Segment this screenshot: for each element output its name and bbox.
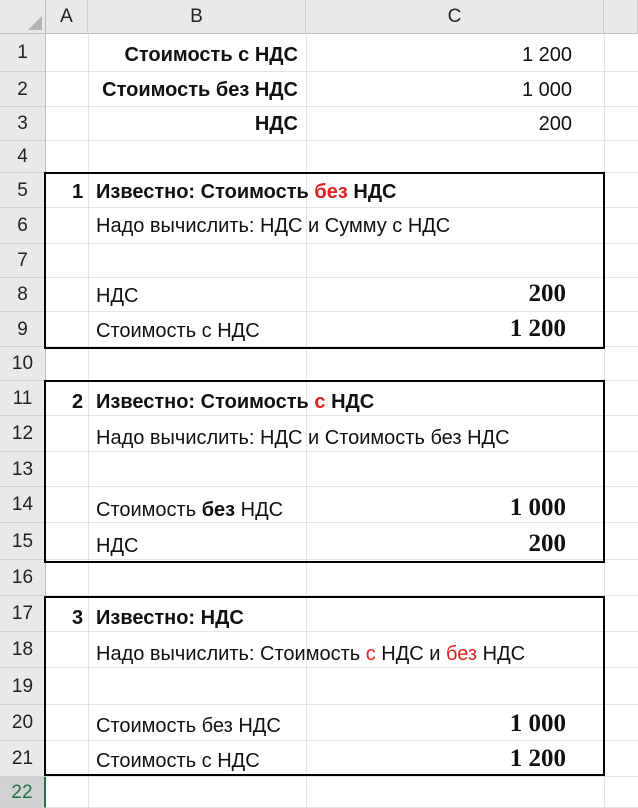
row-header[interactable]: 3 <box>0 107 46 141</box>
cell-a11[interactable]: 2 <box>72 391 84 413</box>
cell-c20[interactable]: 1 000 <box>509 710 566 737</box>
cell-b15[interactable]: НДС <box>96 535 139 557</box>
cell-b17[interactable]: Известно: НДС <box>96 607 244 629</box>
cell-c1[interactable]: 1 200 <box>521 44 572 66</box>
row-header[interactable]: 18 <box>0 632 46 668</box>
row-header[interactable]: 11 <box>0 381 46 416</box>
cell-b21[interactable]: Стоимость с НДС <box>96 750 260 772</box>
known-suffix: НДС <box>325 391 375 413</box>
row-header[interactable]: 8 <box>0 278 46 312</box>
cell-b18[interactable] <box>96 637 525 671</box>
compute-red-1: с <box>365 643 376 665</box>
compute-suffix: НДС <box>477 643 526 665</box>
cell-c8[interactable]: 200 <box>528 280 566 307</box>
cell-b2[interactable]: Стоимость без НДС <box>102 79 298 101</box>
known-red: без <box>314 181 348 203</box>
row-header[interactable]: 12 <box>0 416 46 452</box>
row-header[interactable]: 4 <box>0 141 46 173</box>
cell-b8[interactable]: НДС <box>96 285 139 307</box>
row-header[interactable]: 9 <box>0 312 46 347</box>
row-header[interactable]: 21 <box>0 741 46 777</box>
line-suffix: НДС <box>235 499 284 521</box>
cell-b1[interactable]: Стоимость с НДС <box>124 44 298 66</box>
row-header[interactable]: 2 <box>0 72 46 107</box>
column-header-b[interactable]: B <box>88 0 306 34</box>
select-all-triangle-icon <box>28 16 42 30</box>
column-header-a[interactable]: A <box>46 0 88 34</box>
cell-b12[interactable]: Надо вычислить: НДС и Стоимость без НДС <box>96 427 510 449</box>
cell-b3[interactable]: НДС <box>254 113 298 135</box>
column-header-c[interactable]: C <box>306 0 604 34</box>
row-header[interactable]: 1 <box>0 34 46 72</box>
line-bold: без <box>201 499 236 521</box>
known-prefix: Известно: Стоимость <box>96 391 315 413</box>
row-header[interactable]: 22 <box>0 777 46 808</box>
cell-b9[interactable]: Стоимость с НДС <box>96 320 260 342</box>
row-header[interactable]: 7 <box>0 244 46 278</box>
row-header[interactable]: 5 <box>0 173 46 208</box>
column-header-next[interactable] <box>604 0 638 34</box>
cell-b14[interactable] <box>96 493 283 527</box>
cell-c2[interactable]: 1 000 <box>521 79 572 101</box>
cell-c14[interactable]: 1 000 <box>509 494 566 521</box>
cell-c21[interactable]: 1 200 <box>509 745 566 772</box>
cell-b20[interactable]: Стоимость без НДС <box>96 715 281 737</box>
compute-red-2: без <box>446 643 478 665</box>
row-header[interactable]: 20 <box>0 705 46 741</box>
known-suffix: НДС <box>347 181 397 203</box>
compute-mid: НДС и <box>375 643 447 665</box>
known-red: с <box>314 391 326 413</box>
cell-c9[interactable]: 1 200 <box>509 315 566 342</box>
row-header[interactable]: 19 <box>0 668 46 705</box>
row-header[interactable]: 15 <box>0 523 46 560</box>
cell-c3[interactable]: 200 <box>538 113 572 135</box>
row-header[interactable]: 6 <box>0 208 46 244</box>
cell-b5[interactable] <box>96 175 397 209</box>
compute-prefix: Надо вычислить: Стоимость <box>96 643 366 665</box>
known-prefix: Известно: Стоимость <box>96 181 315 203</box>
row-header[interactable]: 14 <box>0 487 46 523</box>
row-header[interactable]: 13 <box>0 452 46 487</box>
cell-b6[interactable]: Надо вычислить: НДС и Сумму с НДС <box>96 215 451 237</box>
row-header[interactable]: 17 <box>0 596 46 632</box>
row-header[interactable]: 10 <box>0 347 46 381</box>
cell-a17[interactable]: 3 <box>72 607 84 629</box>
cell-b11[interactable] <box>96 385 374 419</box>
cell-a5[interactable]: 1 <box>72 181 84 203</box>
cell-c15[interactable]: 200 <box>528 530 566 557</box>
line-prefix: Стоимость <box>96 499 202 521</box>
select-all-corner[interactable] <box>0 0 46 34</box>
row-header[interactable]: 16 <box>0 560 46 596</box>
